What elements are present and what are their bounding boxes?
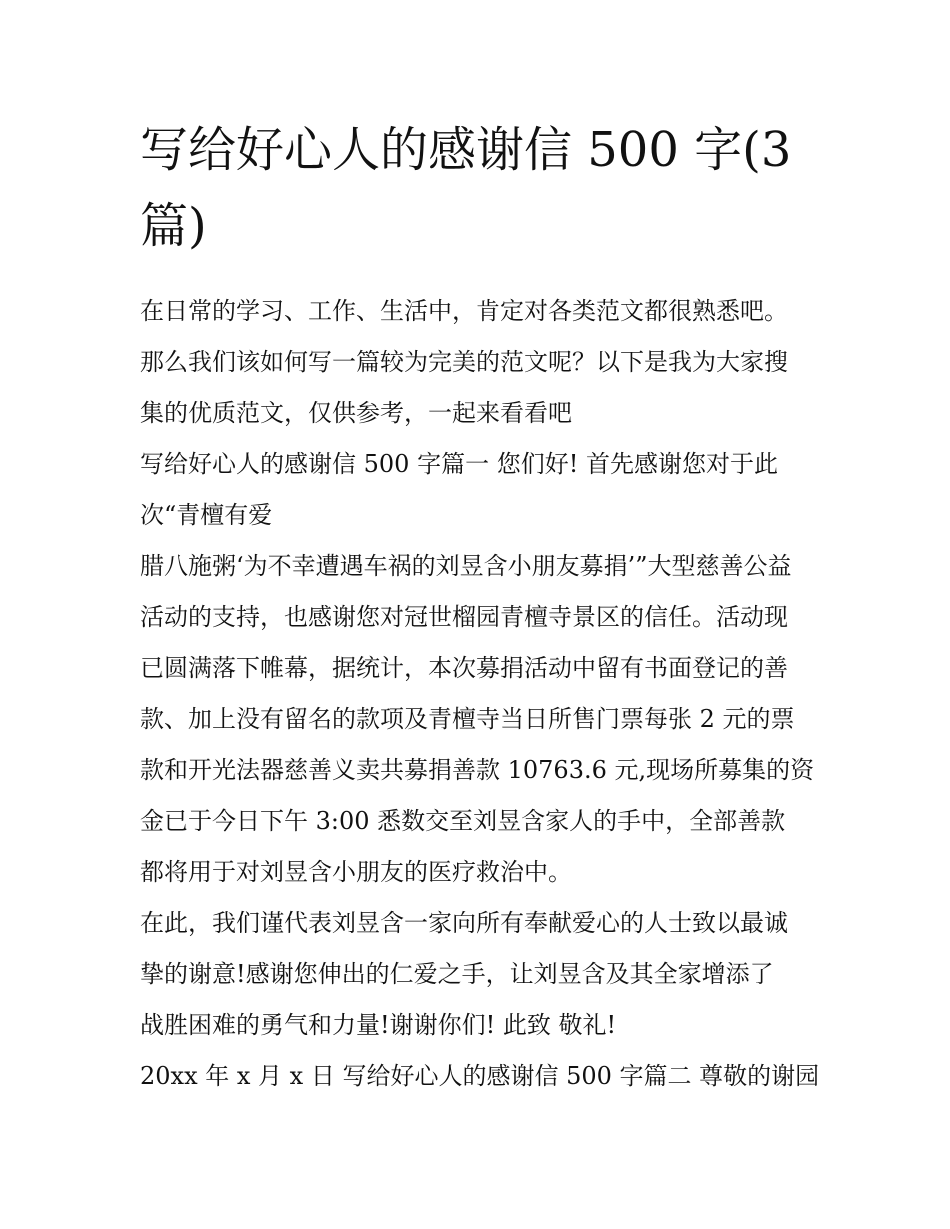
paragraph-line: 次“青檀有爱 <box>140 501 273 529</box>
paragraph-line: 在此，我们谨代表刘昱含一家向所有奉献爱心的人士致以最诚 <box>140 909 788 937</box>
paragraph-line: 已圆满落下帷幕，据统计，本次募捐活动中留有书面登记的善 <box>140 654 788 682</box>
letter-one-body-paragraph <box>140 541 820 898</box>
paragraph-line: 活动的支持，也感谢您对冠世榴园青檀寺景区的信任。活动现 <box>140 603 788 631</box>
document-content <box>140 112 820 1102</box>
letter-one-thanks-paragraph <box>140 898 820 1051</box>
paragraph-line: 写给好心人的感谢信 500 字篇一 您们好! 首先感谢您对于此 <box>140 450 778 478</box>
title-line-1: 写给好心人的感谢信 500 字(3 <box>140 122 792 178</box>
paragraph-line: 金已于今日下午 3:00 悉数交至刘昱含家人的手中，全部善款 <box>140 807 786 835</box>
document-title <box>140 112 820 264</box>
paragraph-line: 款和开光法器慈善义卖共募捐善款 10763.6 元,现场所募集的资 <box>140 756 815 784</box>
letter-two-heading-paragraph <box>140 1051 820 1102</box>
intro-paragraph <box>140 286 820 439</box>
paragraph-line: 集的优质范文，仅供参考，一起来看看吧 <box>140 399 572 427</box>
paragraph-line: 那么我们该如何写一篇较为完美的范文呢？以下是我为大家搜 <box>140 348 788 376</box>
paragraph-line: 都将用于对刘昱含小朋友的医疗救治中。 <box>140 858 572 886</box>
paragraph-line: 在日常的学习、工作、生活中，肯定对各类范文都很熟悉吧。 <box>140 297 788 325</box>
title-line-2: 篇) <box>140 198 207 254</box>
paragraph-line: 20xx 年 x 月 x 日 写给好心人的感谢信 500 字篇二 尊敬的谢园 <box>140 1062 820 1090</box>
paragraph-line: 款、加上没有留名的款项及青檀寺当日所售门票每张 2 元的票 <box>140 705 795 733</box>
paragraph-line: 战胜困难的勇气和力量!谢谢你们! 此致 敬礼! <box>140 1011 617 1039</box>
paragraph-line: 腊八施粥‘为不幸遭遇车祸的刘昱含小朋友募捐’”大型慈善公益 <box>140 552 792 580</box>
paragraph-line: 挚的谢意!感谢您伸出的仁爱之手，让刘昱含及其全家增添了 <box>140 960 774 988</box>
letter-one-heading-paragraph <box>140 439 820 541</box>
